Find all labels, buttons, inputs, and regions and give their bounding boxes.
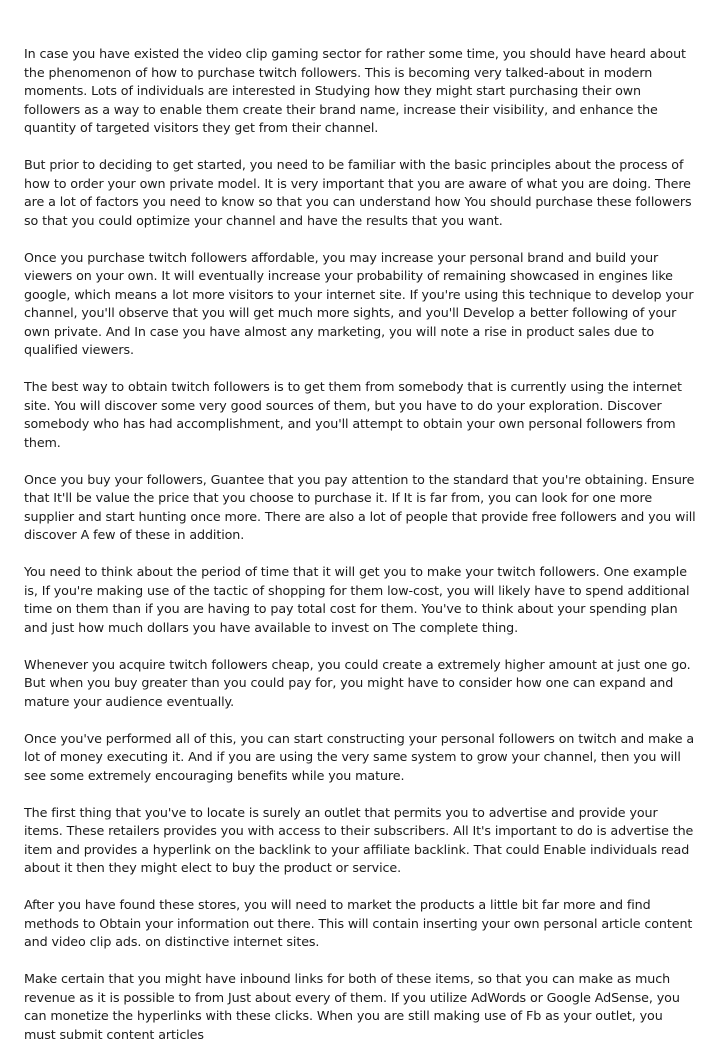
paragraph-11: Make certain that you might have inbound links for both of these items, so that you can make as much revenue as it is possible to from Just about every of them. If you utilize AdWords or Google AdSense, you can monetize the hyperlinks with these clicks. When you are still making use of Fb as your outlet, you must submit content articles: [24, 971, 680, 1042]
paragraph-9: The first thing that you've to locate is surely an outlet that permits you to advertise and provide your items. These retailers provides you with access to their subscribers. All It's important to do is advertise the item and provides a hyperlink on the backlink to your affiliate backlink. That could Enable individuals read about it then they might elect to buy the product or service.: [24, 804, 694, 875]
paragraph-5: Once you buy your followers, Guantee that you pay attention to the standard that you're obtaining. Ensure that It'll be value the price that you choose to purchase it. If It is far from, you can look for one more supplier and start hunting once more. There are also a lot of people that provide free followers and you will discover A few of these in addition.: [24, 471, 696, 542]
paragraph-6: You need to think about the period of time that it will get you to make your twitch followers. One example is, If you're making use of the tactic of shopping for them low-cost, you will likely have to spend additional time on them than if you are having to pay total cost for them. You've to think about your spending plan and just how much dollars you have available to invest on The complete thing.: [24, 564, 690, 635]
paragraph-10: After you have found these stores, you will need to market the products a little bit far more and find methods to Obtain your information out there. This will contain inserting your own personal article content and video clip ads. on distinctive internet sites.: [24, 897, 693, 949]
paragraph-3: Once you purchase twitch followers affordable, you may increase your personal brand and build your viewers on your own. It will eventually increase your probability of remaining showcased in engines like google, which means a lot more visitors to your internet site. If you're using this technique to develop your channel, you'll observe that you will get much more sights, and you'll Develop a better following of your own private. And In case you have almost any marketing, you will note a rise in product sales due to qualified viewers.: [24, 249, 694, 357]
article-body: [24, 45, 696, 1063]
paragraph-8: Once you've performed all of this, you can start constructing your personal followers on twitch and make a lot of money executing it. And if you are using the very same system to grow your channel, then you will see some extremely encouraging benefits while you mature.: [24, 730, 695, 783]
paragraph-1: In case you have existed the video clip gaming sector for rather some time, you should have heard about the phenomenon of how to purchase twitch followers. This is becoming very talked-about in modern moments. Lots of individuals are interested in Studying how they might start purchasing their own followers as a way to enable them create their brand name, increase their visibility, and enhance the quantity of targeted visitors they get from their channel.: [24, 46, 686, 135]
paragraph-2: But prior to deciding to get started, you need to be familiar with the basic principles about the process of how to order your own private model. It is very important that you are aware of what you are doing. There are a lot of factors you need to know so that you can understand how You should purchase these followers so that you could optimize your channel and have the results that you want.: [24, 157, 692, 228]
paragraph-4: The best way to obtain twitch followers is to get them from somebody that is currently using the internet site. You will discover some very good sources of them, but you have to do your exploration. Discover somebody who has had accomplishment, and you'll attempt to obtain your own personal followers from them.: [24, 379, 682, 450]
paragraph-7: Whenever you acquire twitch followers cheap, you could create a extremely higher amount at just one go. But when you buy greater than you could pay for, you might have to consider how one can expand and mature your audience eventually.: [24, 656, 691, 709]
